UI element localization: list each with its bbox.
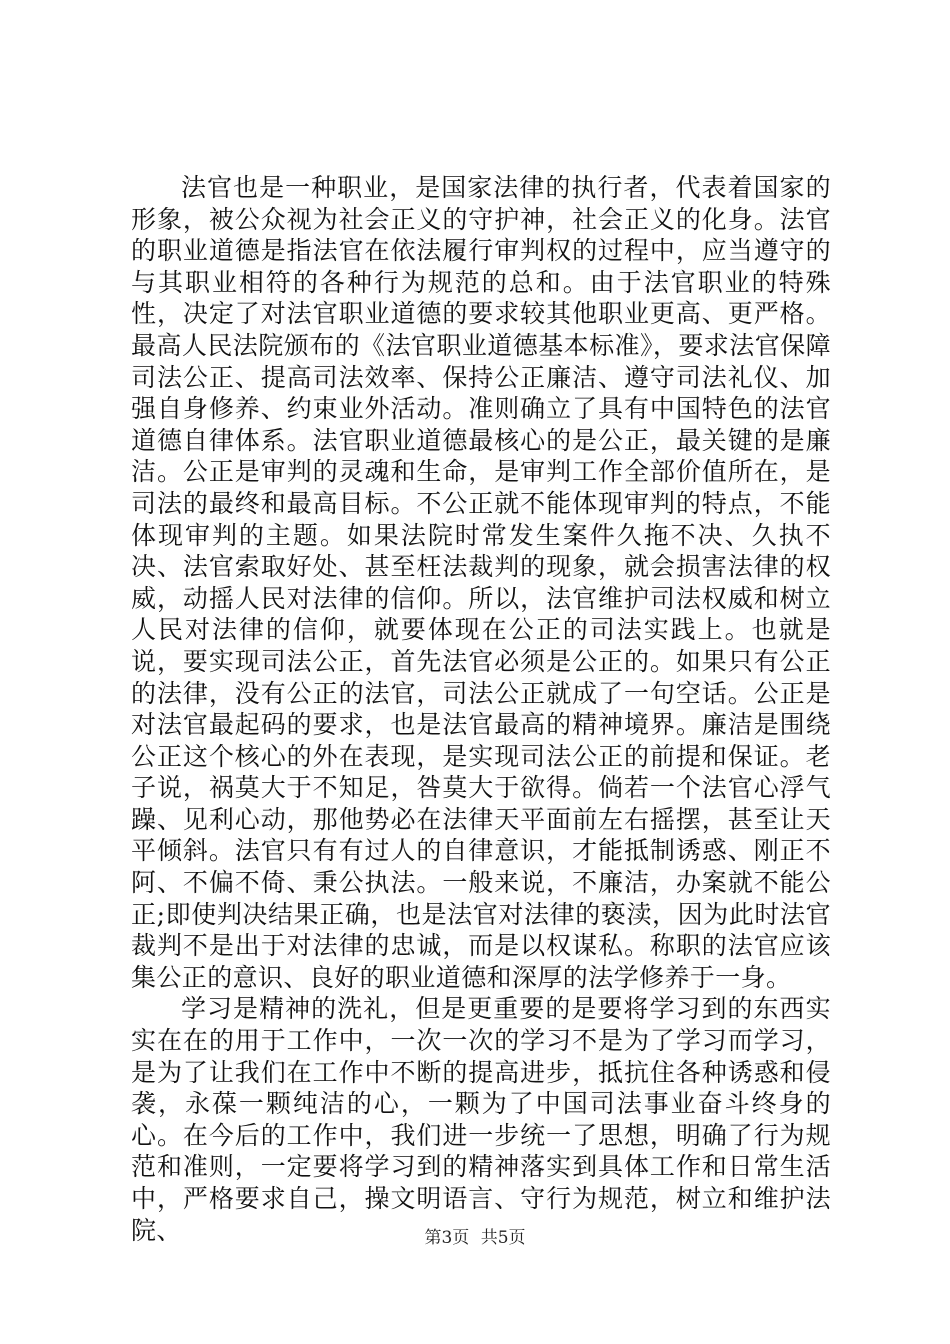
- page-total: 共5页: [480, 1228, 526, 1248]
- page-footer: [0, 1227, 950, 1249]
- page-number: 第3页: [424, 1228, 470, 1248]
- paragraph-judicial-ethics: 法官也是一种职业，是国家法律的执行者，代表着国家的形象，被公众视为社会正义的守护神，社会正义的化身。法官的职业道德是指法官在依法履行审判权的过程中，应当遵守的与其职业相符的各种行为规范的总和。由于法官职业的特殊性，决定了对法官职业道德的要求较其他职业更高、更严格。最高人民法院颁布的《法官职业道德基本标准》，要求法官保障司法公正、提高司法效率、保持公正廉洁、遵守司法礼仪、加强自身修养、约束业外活动。准则确立了具有中国特色的法官道德自律体系。法官职业道德最核心的是公正，最关键的是廉洁。公正是审判的灵魂和生命，是审判工作全部价值所在，是司法的最终和最高目标。不公正就不能体现审判的特点，不能体现审判的主题。如果法院时常发生案件久拖不决、久执不决、法官索取好处、甚至枉法裁判的现象，就会损害法律的权威，动摇人民对法律的信仰。所以，法官维护司法权威和树立人民对法律的信仰，就要体现在公正的司法实践上。也就是说，要实现司法公正，首先法官必须是公正的。如果只有公正的法律，没有公正的法官，司法公正就成了一句空话。公正是对法官最起码的要求，也是法官最高的精神境界。廉洁是围绕公正这个核心的外在表现，是实现司法公正的前提和保证。老子说，祸莫大于不知足，咎莫大于欲得。倘若一个法官心浮气躁、见利心动，那他势必在法律天平面前左右摇摆，甚至让天平倾斜。法官只有有过人的自律意识，才能抵制诱惑、刚正不阿、不偏不倚、秉公执法。一般来说，不廉洁，办案就不能公正;即使判决结果正确，也是法官对法律的亵渎，因为此时法官裁判不是出于对法律的忠诚，而是以权谋私。称职的法官应该集公正的意识、良好的职业道德和深厚的法学修养于一身。: [131, 173, 831, 992]
- document-body: [131, 172, 831, 1246]
- paragraph-study-reflection: 学习是精神的洗礼，但是更重要的是要将学习到的东西实实在在的用于工作中，一次一次的学习不是为了学习而学习，是为了让我们在工作中不断的提高进步，抵抗住各种诱惑和侵袭，永葆一颗纯洁的心，一颗为了中国司法事业奋斗终身的心。在今后的工作中，我们进一步统一了思想，明确了行为规范和准则，一定要将学习到的精神落实到具体工作和日常生活中，严格要求自己，操文明语言、守行为规范，树立和维护法院、: [131, 994, 831, 1245]
